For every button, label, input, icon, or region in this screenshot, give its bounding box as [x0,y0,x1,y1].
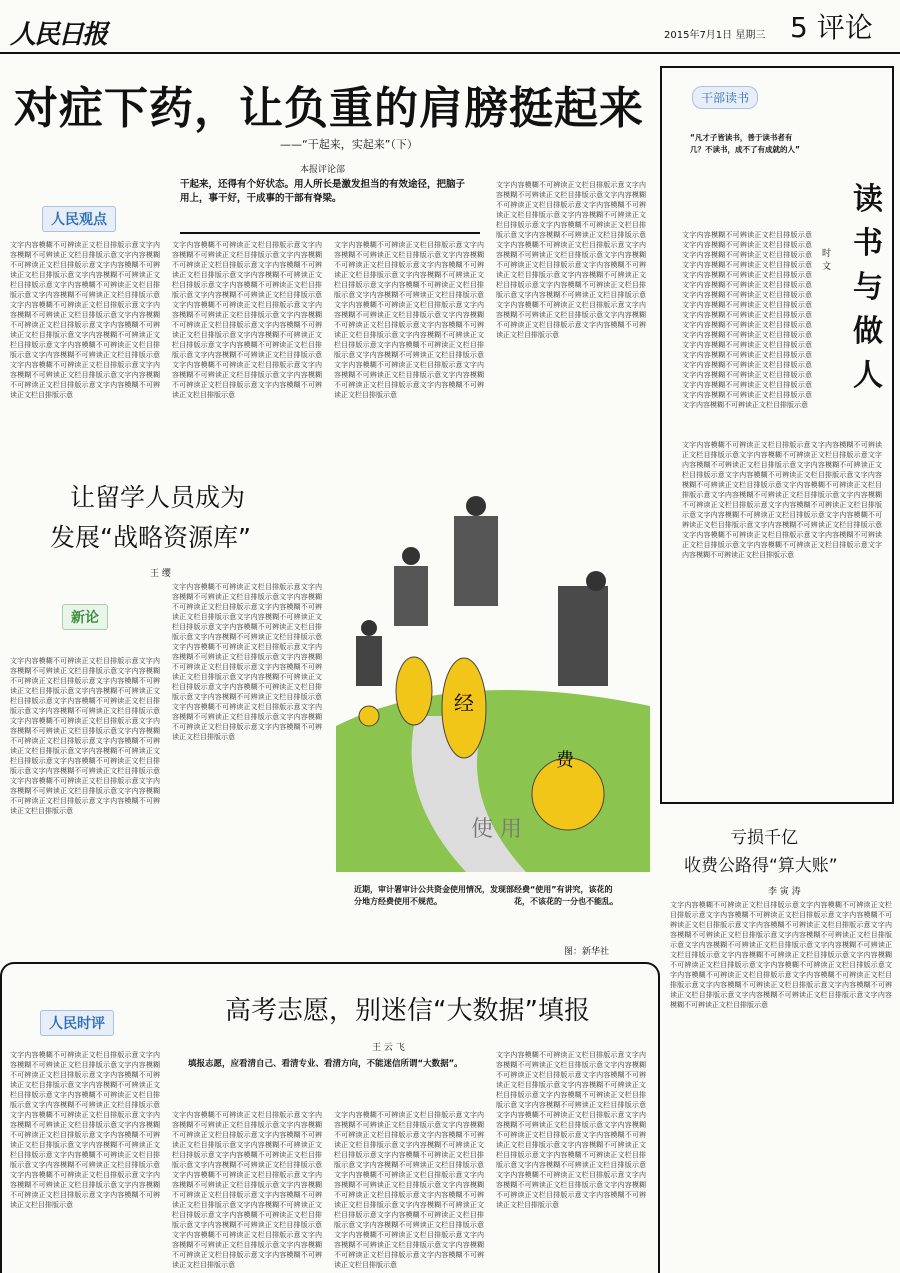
article2-column-1: 文字内容模糊不可辨读正文栏目排版示意文字内容模糊不可辨读正文栏目排版示意文字内容模糊不可辨读正文栏目排版示意文字内容模糊不可辨读正文栏目排版示意文字内容模糊不可辨读正文栏目排版示意文字内容模糊不可辨读正文栏目排版示意文字内容模糊不可辨读正文栏目排版示意文字内容模糊不可辨读正文栏目排版示意文字内容模糊不可辨读正文栏目排版示意文字内容模糊不可辨读正文栏目排版示意文字内容模糊不可辨读正文栏目排版示意文字内容模糊不可辨读正文栏目排版示意文字内容模糊不可辨读正文栏目排版示意文字内容模糊不可辨读正文栏目排版示意文字内容模糊不可辨读正文栏目排版示意文字内容模糊不可辨读正文栏目排版示意文字内容模糊不可辨读正文栏目排版示意文字内容模糊不可辨读正文栏目排版示意 [10,657,160,815]
article2-title-line1[interactable]: 让留学人员成为 [70,483,246,512]
coin-label-2: 费 [556,750,574,771]
coin-label-1: 经 [454,691,474,715]
illustration-poem: 经费“使用”有讲究，该花的花，不该花的一分也不能乱。 [514,885,618,906]
sidebar-byline: 时 文 [822,249,832,272]
masthead-rule [0,52,900,54]
illustration-caption: 近期，审计署审计公共资金使用情况，发现部分地方经费使用不规范。 [354,885,514,906]
sidebar-title[interactable]: 读书与做人 [853,182,883,393]
sidebar-quote: “凡才子皆读书，善于读书者有几？不读书，成不了有成就的人” [690,133,800,154]
article4-lead: 填报志愿，应看清自己、看清专业、看清方向，不能迷信所谓“大数据”。 [188,1059,463,1069]
article4-headline[interactable]: 高考志愿，别迷信“大数据”填报 [225,996,590,1026]
lead-summary: 干起来，还得有个好状态。用人所长是激发担当的有效途径，把脑子用上，事干好，干成事的干部有脊梁。 [180,179,466,204]
lead-column-3: 文字内容模糊不可辨读正文栏目排版示意文字内容模糊不可辨读正文栏目排版示意文字内容模糊不可辨读正文栏目排版示意文字内容模糊不可辨读正文栏目排版示意文字内容模糊不可辨读正文栏目排版示意文字内容模糊不可辨读正文栏目排版示意文字内容模糊不可辨读正文栏目排版示意文字内容模糊不可辨读正文栏目排版示意文字内容模糊不可辨读正文栏目排版示意文字内容模糊不可辨读正文栏目排版示意文字内容模糊不可辨读正文栏目排版示意文字内容模糊不可辨读正文栏目排版示意文字内容模糊不可辨读正文栏目排版示意文字内容模糊不可辨读正文栏目排版示意文字内容模糊不可辨读正文栏目排版示意文字内容模糊不可辨读正文栏目排版示意文字内容模糊不可辨读正文栏目排版示意文字内容模糊不可辨读正文栏目排版示意 [334,241,484,399]
article4-column-2: 文字内容模糊不可辨读正文栏目排版示意文字内容模糊不可辨读正文栏目排版示意文字内容模糊不可辨读正文栏目排版示意文字内容模糊不可辨读正文栏目排版示意文字内容模糊不可辨读正文栏目排版示意文字内容模糊不可辨读正文栏目排版示意文字内容模糊不可辨读正文栏目排版示意文字内容模糊不可辨读正文栏目排版示意文字内容模糊不可辨读正文栏目排版示意文字内容模糊不可辨读正文栏目排版示意文字内容模糊不可辨读正文栏目排版示意文字内容模糊不可辨读正文栏目排版示意文字内容模糊不可辨读正文栏目排版示意文字内容模糊不可辨读正文栏目排版示意文字内容模糊不可辨读正文栏目排版示意文字内容模糊不可辨读正文栏目排版示意文字内容模糊不可辨读正文栏目排版示意文字内容模糊不可辨读正文栏目排版示意 [172,1111,322,1269]
article4-badge: 人民时评 [40,1010,114,1036]
road-text: 使 用 [471,817,522,842]
article4-byline: 王 云 飞 [372,1043,405,1053]
newspaper-logo: 人民日报 [10,20,107,50]
article3-title-line1[interactable]: 亏损千亿 [730,828,798,848]
sidebar-badge: 干部读书 [692,86,758,109]
article4-column-1: 文字内容模糊不可辨读正文栏目排版示意文字内容模糊不可辨读正文栏目排版示意文字内容模糊不可辨读正文栏目排版示意文字内容模糊不可辨读正文栏目排版示意文字内容模糊不可辨读正文栏目排版示意文字内容模糊不可辨读正文栏目排版示意文字内容模糊不可辨读正文栏目排版示意文字内容模糊不可辨读正文栏目排版示意文字内容模糊不可辨读正文栏目排版示意文字内容模糊不可辨读正文栏目排版示意文字内容模糊不可辨读正文栏目排版示意文字内容模糊不可辨读正文栏目排版示意文字内容模糊不可辨读正文栏目排版示意文字内容模糊不可辨读正文栏目排版示意文字内容模糊不可辨读正文栏目排版示意文字内容模糊不可辨读正文栏目排版示意文字内容模糊不可辨读正文栏目排版示意文字内容模糊不可辨读正文栏目排版示意 [10,1051,160,1209]
article3-title-line2[interactable]: 收费公路得“算大账” [684,856,838,876]
lead-column-2: 文字内容模糊不可辨读正文栏目排版示意文字内容模糊不可辨读正文栏目排版示意文字内容模糊不可辨读正文栏目排版示意文字内容模糊不可辨读正文栏目排版示意文字内容模糊不可辨读正文栏目排版示意文字内容模糊不可辨读正文栏目排版示意文字内容模糊不可辨读正文栏目排版示意文字内容模糊不可辨读正文栏目排版示意文字内容模糊不可辨读正文栏目排版示意文字内容模糊不可辨读正文栏目排版示意文字内容模糊不可辨读正文栏目排版示意文字内容模糊不可辨读正文栏目排版示意文字内容模糊不可辨读正文栏目排版示意文字内容模糊不可辨读正文栏目排版示意文字内容模糊不可辨读正文栏目排版示意文字内容模糊不可辨读正文栏目排版示意文字内容模糊不可辨读正文栏目排版示意文字内容模糊不可辨读正文栏目排版示意 [172,241,322,399]
article3-byline: 李 寅 涛 [768,887,801,897]
lead-rule [180,232,480,234]
illustration-credit: 图：新华社 [564,947,610,957]
sidebar-column-2: 文字内容模糊不可辨读正文栏目排版示意文字内容模糊不可辨读正文栏目排版示意文字内容模糊不可辨读正文栏目排版示意文字内容模糊不可辨读正文栏目排版示意文字内容模糊不可辨读正文栏目排版示意文字内容模糊不可辨读正文栏目排版示意文字内容模糊不可辨读正文栏目排版示意文字内容模糊不可辨读正文栏目排版示意文字内容模糊不可辨读正文栏目排版示意文字内容模糊不可辨读正文栏目排版示意文字内容模糊不可辨读正文栏目排版示意文字内容模糊不可辨读正文栏目排版示意文字内容模糊不可辨读正文栏目排版示意文字内容模糊不可辨读正文栏目排版示意文字内容模糊不可辨读正文栏目排版示意文字内容模糊不可辨读正文栏目排版示意文字内容模糊不可辨读正文栏目排版示意文字内容模糊不可辨读正文栏目排版示意 [682,441,882,559]
lead-column-1: 文字内容模糊不可辨读正文栏目排版示意文字内容模糊不可辨读正文栏目排版示意文字内容模糊不可辨读正文栏目排版示意文字内容模糊不可辨读正文栏目排版示意文字内容模糊不可辨读正文栏目排版示意文字内容模糊不可辨读正文栏目排版示意文字内容模糊不可辨读正文栏目排版示意文字内容模糊不可辨读正文栏目排版示意文字内容模糊不可辨读正文栏目排版示意文字内容模糊不可辨读正文栏目排版示意文字内容模糊不可辨读正文栏目排版示意文字内容模糊不可辨读正文栏目排版示意文字内容模糊不可辨读正文栏目排版示意文字内容模糊不可辨读正文栏目排版示意文字内容模糊不可辨读正文栏目排版示意文字内容模糊不可辨读正文栏目排版示意文字内容模糊不可辨读正文栏目排版示意文字内容模糊不可辨读正文栏目排版示意 [10,241,160,399]
lead-badge: 人民观点 [42,206,116,232]
article2-byline: 王 缨 [150,569,171,579]
lead-byline: 本报评论部 [300,165,346,175]
lead-column-4: 文字内容模糊不可辨读正文栏目排版示意文字内容模糊不可辨读正文栏目排版示意文字内容模糊不可辨读正文栏目排版示意文字内容模糊不可辨读正文栏目排版示意文字内容模糊不可辨读正文栏目排版示意文字内容模糊不可辨读正文栏目排版示意文字内容模糊不可辨读正文栏目排版示意文字内容模糊不可辨读正文栏目排版示意文字内容模糊不可辨读正文栏目排版示意文字内容模糊不可辨读正文栏目排版示意文字内容模糊不可辨读正文栏目排版示意文字内容模糊不可辨读正文栏目排版示意文字内容模糊不可辨读正文栏目排版示意文字内容模糊不可辨读正文栏目排版示意文字内容模糊不可辨读正文栏目排版示意文字内容模糊不可辨读正文栏目排版示意文字内容模糊不可辨读正文栏目排版示意文字内容模糊不可辨读正文栏目排版示意 [496,181,646,339]
page-label: 5 评论 [790,11,873,44]
dateline: 2015年7月1日 星期三 [664,30,766,41]
lead-subtitle: ——“干起来，实起来”（下） [280,138,418,151]
lead-headline[interactable]: 对症下药，让负重的肩膀挺起来 [14,83,644,134]
article4-column-3: 文字内容模糊不可辨读正文栏目排版示意文字内容模糊不可辨读正文栏目排版示意文字内容模糊不可辨读正文栏目排版示意文字内容模糊不可辨读正文栏目排版示意文字内容模糊不可辨读正文栏目排版示意文字内容模糊不可辨读正文栏目排版示意文字内容模糊不可辨读正文栏目排版示意文字内容模糊不可辨读正文栏目排版示意文字内容模糊不可辨读正文栏目排版示意文字内容模糊不可辨读正文栏目排版示意文字内容模糊不可辨读正文栏目排版示意文字内容模糊不可辨读正文栏目排版示意文字内容模糊不可辨读正文栏目排版示意文字内容模糊不可辨读正文栏目排版示意文字内容模糊不可辨读正文栏目排版示意文字内容模糊不可辨读正文栏目排版示意文字内容模糊不可辨读正文栏目排版示意文字内容模糊不可辨读正文栏目排版示意 [334,1111,484,1269]
article2-title-line2[interactable]: 发展“战略资源库” [50,523,251,552]
article3-column: 文字内容模糊不可辨读正文栏目排版示意文字内容模糊不可辨读正文栏目排版示意文字内容模糊不可辨读正文栏目排版示意文字内容模糊不可辨读正文栏目排版示意文字内容模糊不可辨读正文栏目排版示意文字内容模糊不可辨读正文栏目排版示意文字内容模糊不可辨读正文栏目排版示意文字内容模糊不可辨读正文栏目排版示意文字内容模糊不可辨读正文栏目排版示意文字内容模糊不可辨读正文栏目排版示意文字内容模糊不可辨读正文栏目排版示意文字内容模糊不可辨读正文栏目排版示意文字内容模糊不可辨读正文栏目排版示意文字内容模糊不可辨读正文栏目排版示意文字内容模糊不可辨读正文栏目排版示意文字内容模糊不可辨读正文栏目排版示意文字内容模糊不可辨读正文栏目排版示意文字内容模糊不可辨读正文栏目排版示意 [670,901,892,1009]
cartoon-illustration [336,476,650,872]
sidebar-column-1: 文字内容模糊不可辨读正文栏目排版示意文字内容模糊不可辨读正文栏目排版示意文字内容模糊不可辨读正文栏目排版示意文字内容模糊不可辨读正文栏目排版示意文字内容模糊不可辨读正文栏目排版示意文字内容模糊不可辨读正文栏目排版示意文字内容模糊不可辨读正文栏目排版示意文字内容模糊不可辨读正文栏目排版示意文字内容模糊不可辨读正文栏目排版示意文字内容模糊不可辨读正文栏目排版示意文字内容模糊不可辨读正文栏目排版示意文字内容模糊不可辨读正文栏目排版示意文字内容模糊不可辨读正文栏目排版示意文字内容模糊不可辨读正文栏目排版示意文字内容模糊不可辨读正文栏目排版示意文字内容模糊不可辨读正文栏目排版示意文字内容模糊不可辨读正文栏目排版示意文字内容模糊不可辨读正文栏目排版示意 [682,231,812,409]
article4-column-4: 文字内容模糊不可辨读正文栏目排版示意文字内容模糊不可辨读正文栏目排版示意文字内容模糊不可辨读正文栏目排版示意文字内容模糊不可辨读正文栏目排版示意文字内容模糊不可辨读正文栏目排版示意文字内容模糊不可辨读正文栏目排版示意文字内容模糊不可辨读正文栏目排版示意文字内容模糊不可辨读正文栏目排版示意文字内容模糊不可辨读正文栏目排版示意文字内容模糊不可辨读正文栏目排版示意文字内容模糊不可辨读正文栏目排版示意文字内容模糊不可辨读正文栏目排版示意文字内容模糊不可辨读正文栏目排版示意文字内容模糊不可辨读正文栏目排版示意文字内容模糊不可辨读正文栏目排版示意文字内容模糊不可辨读正文栏目排版示意文字内容模糊不可辨读正文栏目排版示意文字内容模糊不可辨读正文栏目排版示意 [496,1051,646,1209]
article2-column-2: 文字内容模糊不可辨读正文栏目排版示意文字内容模糊不可辨读正文栏目排版示意文字内容模糊不可辨读正文栏目排版示意文字内容模糊不可辨读正文栏目排版示意文字内容模糊不可辨读正文栏目排版示意文字内容模糊不可辨读正文栏目排版示意文字内容模糊不可辨读正文栏目排版示意文字内容模糊不可辨读正文栏目排版示意文字内容模糊不可辨读正文栏目排版示意文字内容模糊不可辨读正文栏目排版示意文字内容模糊不可辨读正文栏目排版示意文字内容模糊不可辨读正文栏目排版示意文字内容模糊不可辨读正文栏目排版示意文字内容模糊不可辨读正文栏目排版示意文字内容模糊不可辨读正文栏目排版示意文字内容模糊不可辨读正文栏目排版示意文字内容模糊不可辨读正文栏目排版示意文字内容模糊不可辨读正文栏目排版示意 [172,583,322,741]
article2-badge: 新论 [62,604,108,630]
